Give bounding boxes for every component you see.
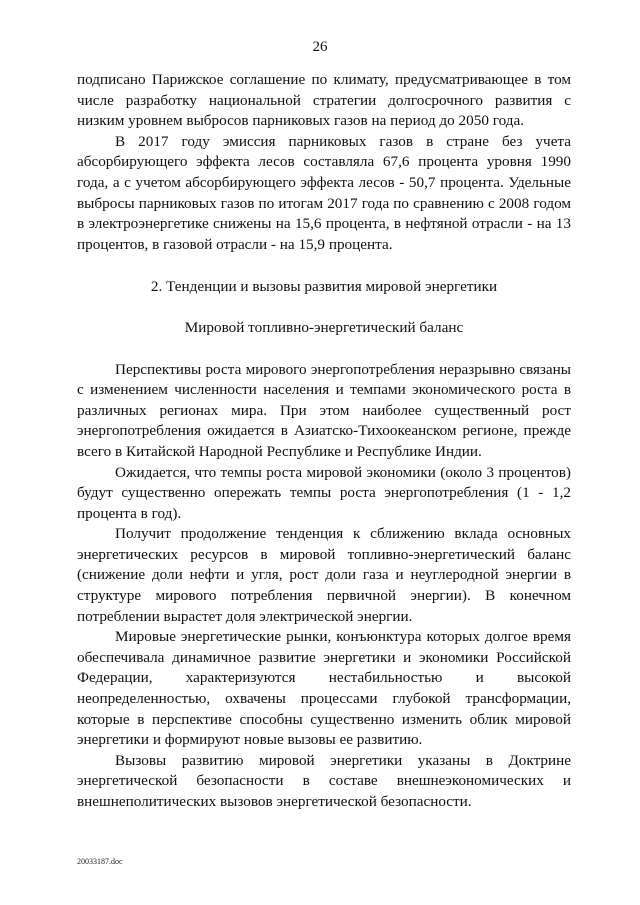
section-heading: 2. Тенденции и вызовы развития мировой энергетики bbox=[150, 278, 498, 296]
file-name-footer: 20033187.doc bbox=[77, 857, 123, 866]
paragraph-energy-balance: Получит продолжение тенденция к сближению вклада основных энергетических ресурсов в мировой топливно-энергетический баланс (снижение доли нефти и угля, рост доли газа и неуглеродной энергии в структуре мирового потребления первичной энергии). В конечном потреблении вырастет доля электрической энергии. bbox=[77, 525, 571, 625]
paragraph-challenges: Вызовы развитию мировой энергетики указаны в Доктрине энергетической безопасности в составе внешнеэкономических и внешнеполитических вызовов энергетической безопасности. bbox=[77, 751, 571, 810]
subsection-heading: Мировой топливно-энергетический баланс bbox=[184, 318, 464, 336]
page-number: 26 bbox=[312, 39, 328, 55]
document-body bbox=[77, 70, 571, 813]
paragraph-energy-markets: Мировые энергетические рынки, конъюнктура которых долгое время обеспечивала динамичное развитие энергетики и экономики Российской Федерации, характеризуются нестабильностью и высокой неопределенностью, охвачены процессами глубокой трансформации, которые в перспективе способны существенно изменить облик мировой энергетики и формируют новые вызовы ее развитию. bbox=[77, 628, 571, 749]
paragraph-continuation: подписано Парижское соглашение по климату, предусматривающее в том числе разработку национальной стратегии долгосрочного развития с низким уровнем выбросов парниковых газов на период до 2050 года. bbox=[77, 71, 571, 130]
paragraph-consumption-prospects: Перспективы роста мирового энергопотребления неразрывно связаны с изменением численности населения и темпами экономического роста в различных регионах мира. При этом наиболее существенный рост энергопотребления ожидается в Азиатско-Тихоокеанском регионе, прежде всего в Китайской Народной Республике и Республике Индии. bbox=[77, 360, 571, 460]
paragraph-economy-growth: Ожидается, что темпы роста мировой экономики (около 3 процентов) будут существенно опережать темпы роста энергопотребления (1 - 1,2 процента в год). bbox=[77, 463, 571, 522]
paragraph-emissions: В 2017 году эмиссия парниковых газов в стране без учета абсорбирующего эффекта лесов составляла 67,6 процента уровня 1990 года, а с учетом абсорбирующего эффекта лесов - 50,7 процента. Удельные выбросы парниковых газов по итогам 2017 года по сравнению с 2008 годом в электроэнергетике снижены на 15,6 процента, в нефтяной отрасли - на 13 процентов, в газовой отрасли - на 15,9 процента. bbox=[77, 132, 571, 253]
